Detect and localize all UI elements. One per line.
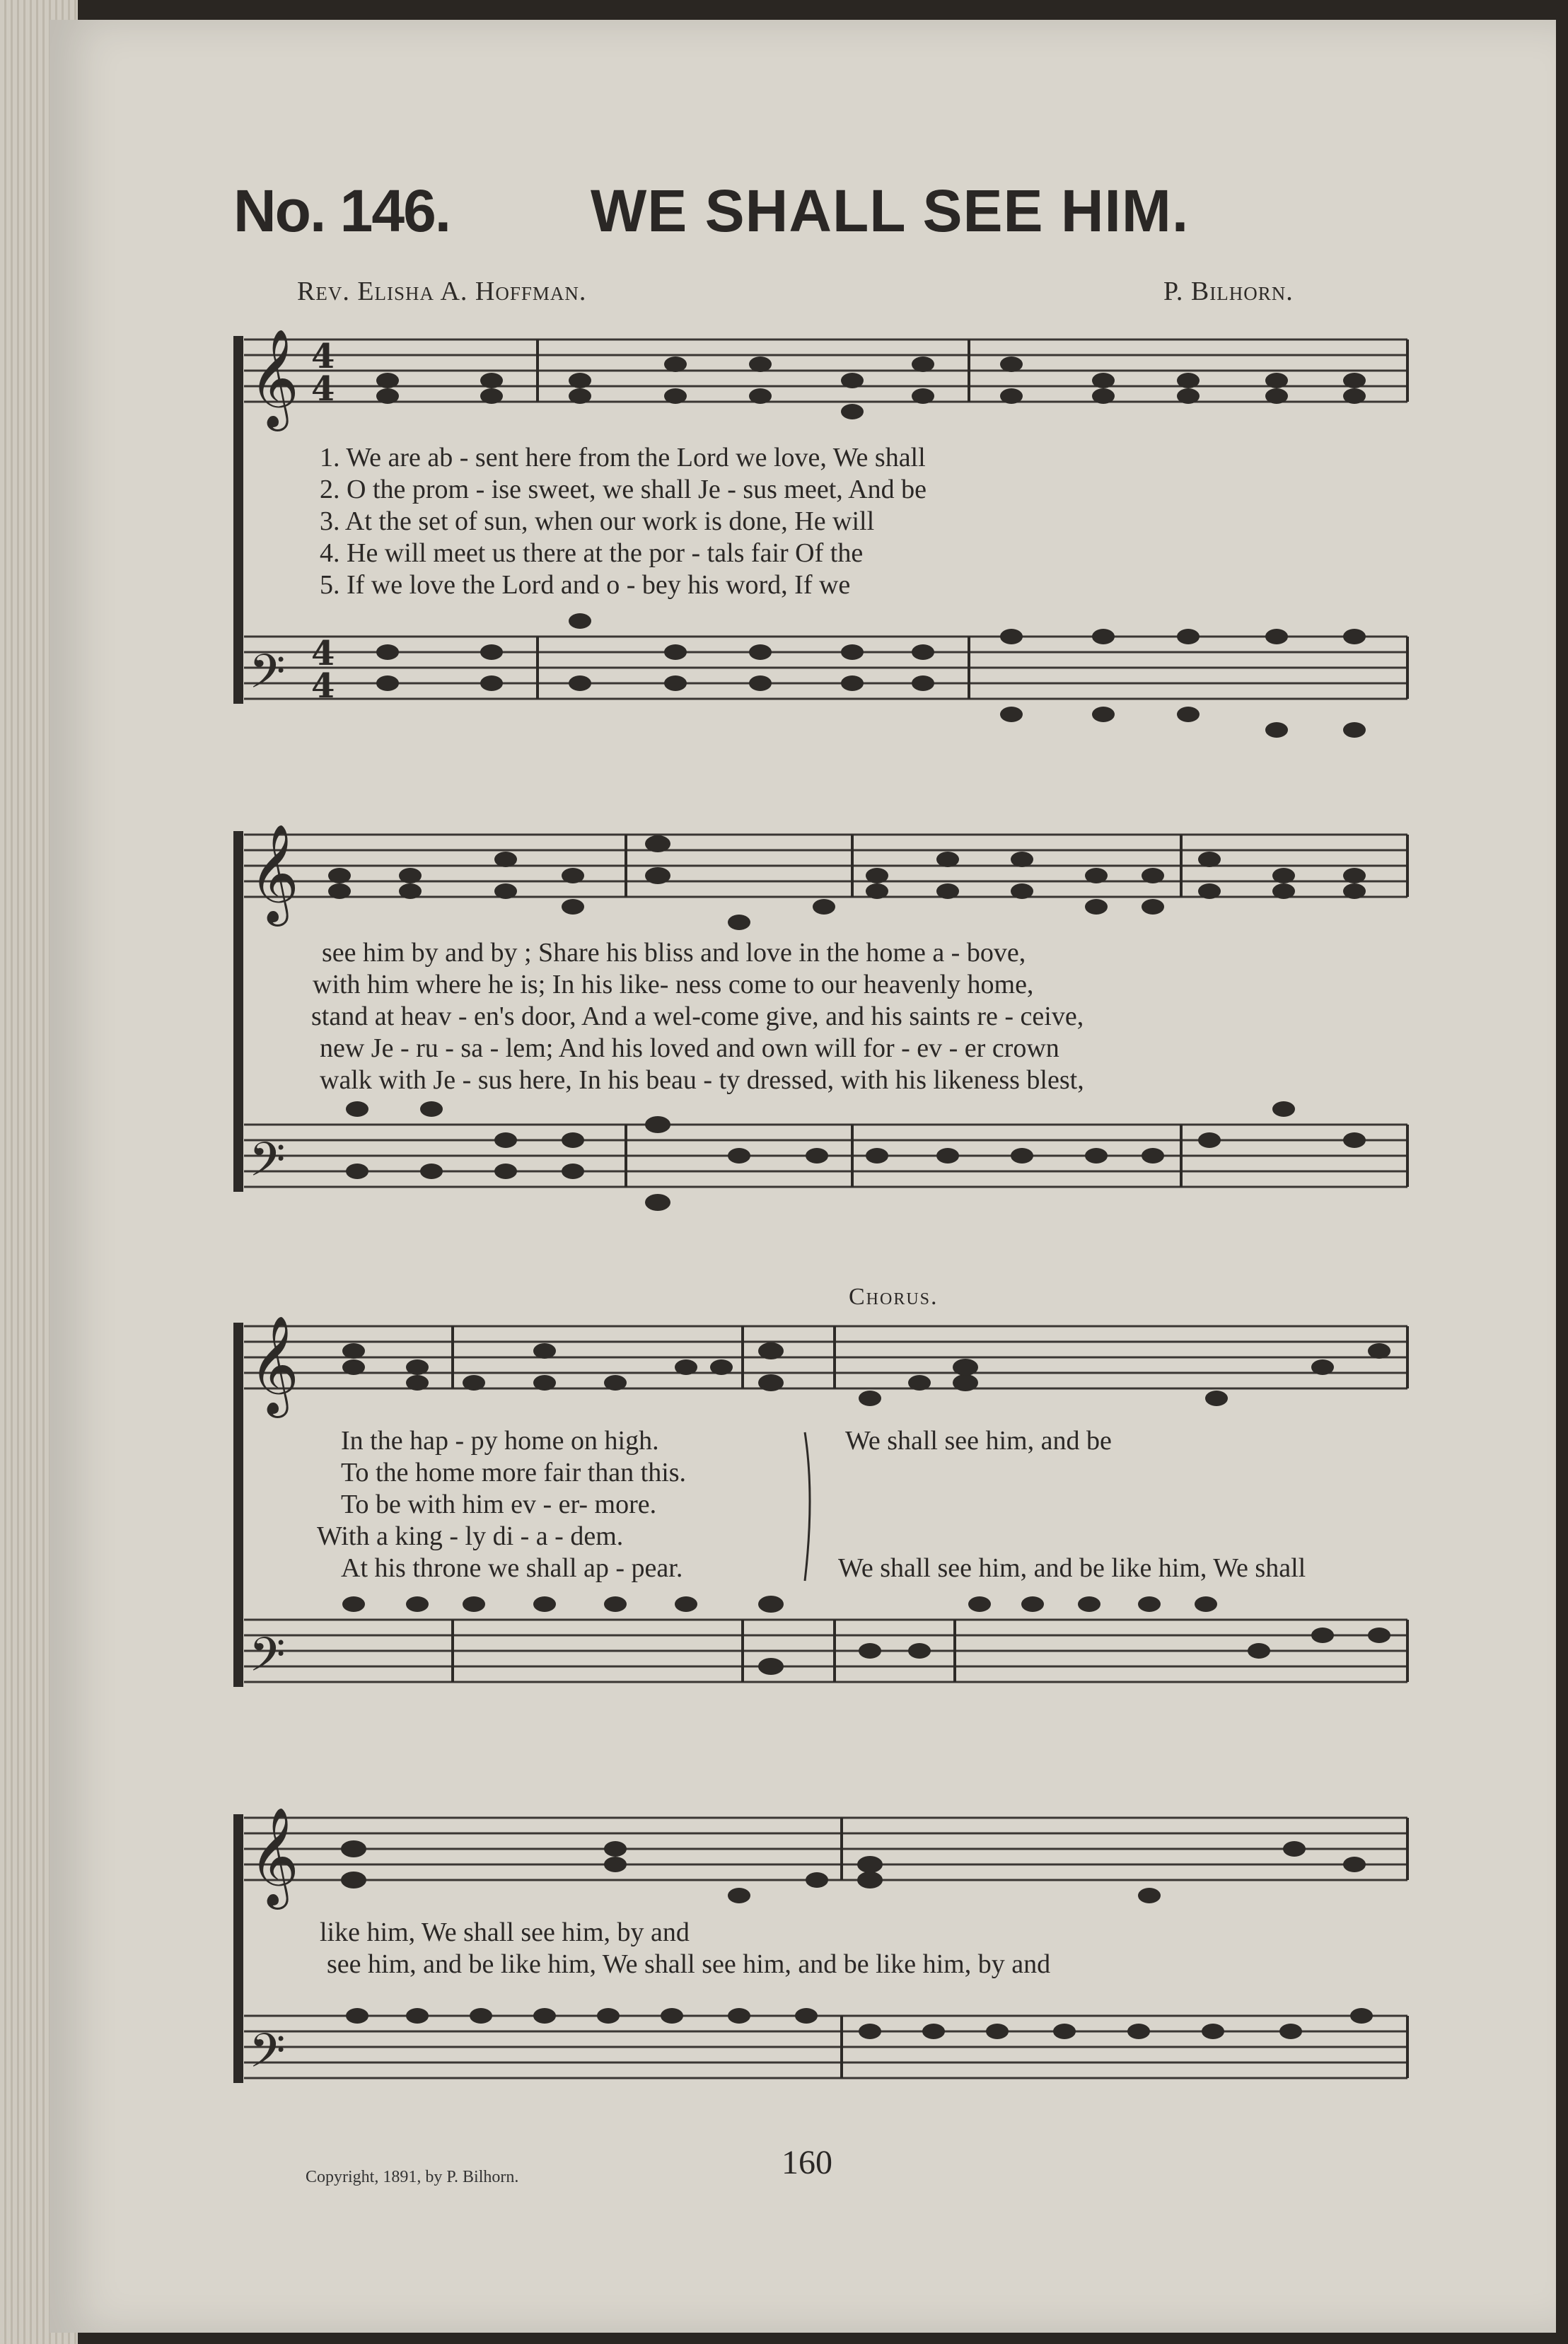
composer-credit: P. Bilhorn.: [1163, 277, 1294, 306]
system2-verse-1: see him by and by ; Share his bliss and love in the home a - bove,: [322, 938, 1026, 968]
system4-bass-lyric: see him, and be like him, We shall see him, and be like him, by and: [327, 1949, 1051, 1979]
svg-text:𝄢: 𝄢: [249, 644, 286, 710]
system1-verse-5: 5. If we love the Lord and o - bey his word, If we: [320, 570, 851, 600]
system2-verse-5: walk with Je - sus here, In his beau - ty dressed, with his likeness blest,: [320, 1065, 1084, 1095]
chorus-bass-lyric: We shall see him, and be like him, We shall: [838, 1553, 1306, 1583]
svg-text:𝄢: 𝄢: [249, 2024, 286, 2089]
svg-text:𝄞: 𝄞: [249, 1807, 299, 1905]
chorus-label: Chorus.: [849, 1284, 939, 1310]
copyright-notice: Copyright, 1891, by P. Bilhorn.: [306, 2168, 519, 2186]
svg-text:4: 4: [311, 666, 335, 706]
system3-verse-1: In the hap - py home on high.: [341, 1426, 659, 1456]
hymn-title: WE SHALL SEE HIM.: [591, 178, 1190, 244]
system1-verse-2: 2. O the prom - ise sweet, we shall Je - sus meet, And be: [320, 475, 927, 504]
svg-text:𝄞: 𝄞: [249, 1316, 299, 1414]
page-number: 160: [782, 2144, 832, 2181]
system3-verse-4: With a king - ly di - a - dem.: [317, 1521, 624, 1551]
system2-verse-2: with him where he is; In his like- ness come to our heavenly home,: [313, 970, 1034, 999]
svg-text:𝄞: 𝄞: [249, 824, 299, 922]
svg-text:𝄞: 𝄞: [249, 329, 299, 427]
svg-text:4: 4: [311, 369, 335, 409]
lyricist-credit: Rev. Elisha A. Hoffman.: [297, 277, 587, 306]
svg-text:𝄢: 𝄢: [249, 1132, 286, 1198]
svg-text:𝄢: 𝄢: [249, 1628, 286, 1693]
system3-verse-5: At his throne we shall ap - pear.: [341, 1553, 683, 1583]
system1-verse-3: 3. At the set of sun, when our work is done, He will: [320, 506, 875, 536]
system2-verse-3: stand at heav - en's door, And a wel-come give, and his saints re - ceive,: [311, 1002, 1084, 1031]
system2-verse-4: new Je - ru - sa - lem; And his loved and own will for - ev - er crown: [320, 1033, 1059, 1063]
system1-verse-1: 1. We are ab - sent here from the Lord we love, We shall: [320, 443, 926, 472]
chorus-soprano-lyric: We shall see him, and be: [845, 1426, 1112, 1456]
system3-verse-2: To the home more fair than this.: [341, 1458, 687, 1487]
system4-soprano-lyric: like him, We shall see him, by and: [320, 1917, 690, 1947]
system3-verse-3: To be with him ev - er- more.: [341, 1490, 657, 1519]
hymn-number: No. 146.: [233, 178, 451, 244]
system1-verse-4: 4. He will meet us there at the por - tals fair Of the: [320, 538, 864, 568]
svg-text:4: 4: [311, 634, 335, 673]
svg-text:4: 4: [311, 337, 335, 376]
